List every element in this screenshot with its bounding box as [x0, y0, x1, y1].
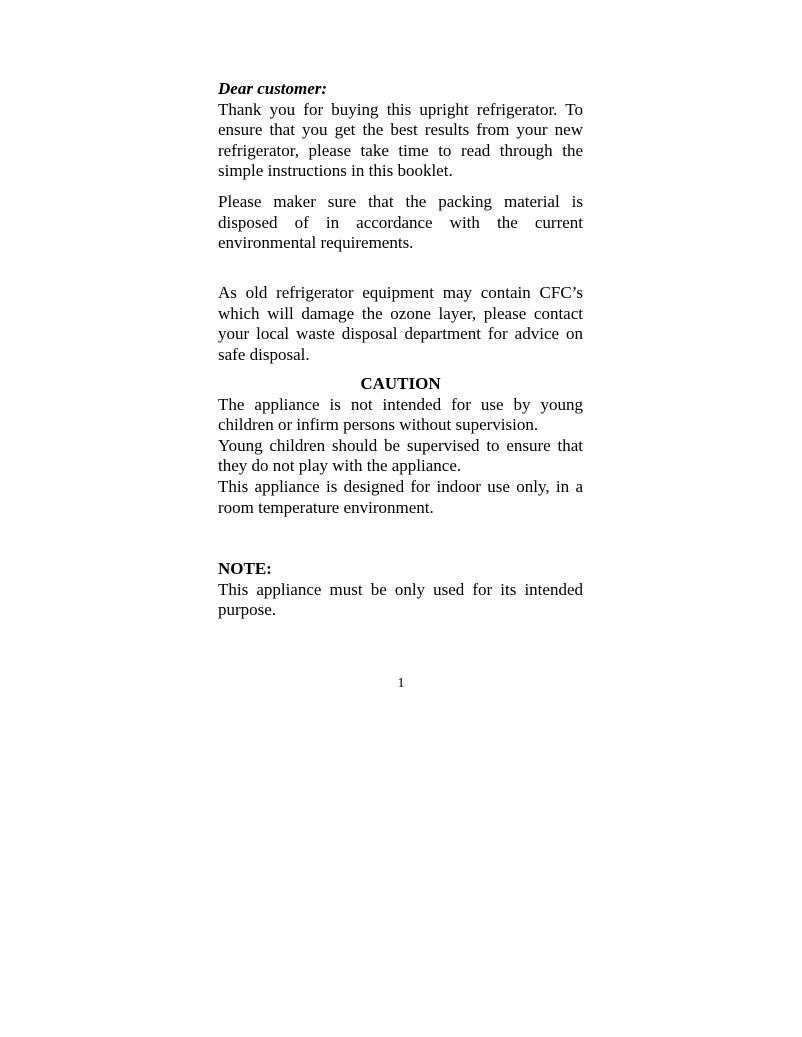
text-line: they do not play with the appliance. [218, 456, 462, 476]
page-number: 1 [397, 676, 405, 691]
greeting-block [218, 79, 583, 182]
packing-paragraph [218, 192, 583, 254]
caution-heading: CAUTION [360, 374, 441, 393]
text-line: environmental requirements. [218, 233, 414, 253]
note-heading: NOTE: [218, 559, 272, 578]
text-line: Thank you for buying this upright refrigerator. To [218, 99, 583, 119]
text-line: Please maker sure that the packing material is [218, 192, 583, 211]
text-line: disposed of in accordance with the current [218, 212, 583, 232]
caution-section [218, 374, 583, 518]
text-line: This appliance must be only used for its intended [218, 579, 583, 599]
text-line: children or infirm persons without supervision. [218, 415, 539, 435]
text-line: safe disposal. [218, 344, 310, 364]
text-line: The appliance is not intended for use by young [218, 394, 583, 414]
text-line: Young children should be supervised to ensure that [218, 435, 583, 455]
text-line: which will damage the ozone layer, please contact [218, 303, 583, 323]
text-line: your local waste disposal department for advice on [218, 324, 583, 344]
intro-paragraph [218, 100, 583, 182]
text-line: ensure that you get the best results from your new [218, 120, 583, 140]
text-line: This appliance is designed for indoor use only, in a [218, 476, 583, 496]
text-line: room temperature environment. [218, 497, 434, 517]
greeting: Dear customer: [218, 79, 328, 98]
text-line: As old refrigerator equipment may contain CFC’s [218, 283, 583, 302]
text-line: purpose. [218, 600, 277, 620]
note-section [218, 559, 583, 621]
text-line: refrigerator, please take time to read through the [218, 140, 583, 160]
cfc-paragraph [218, 283, 583, 365]
text-line: simple instructions in this booklet. [218, 161, 453, 181]
